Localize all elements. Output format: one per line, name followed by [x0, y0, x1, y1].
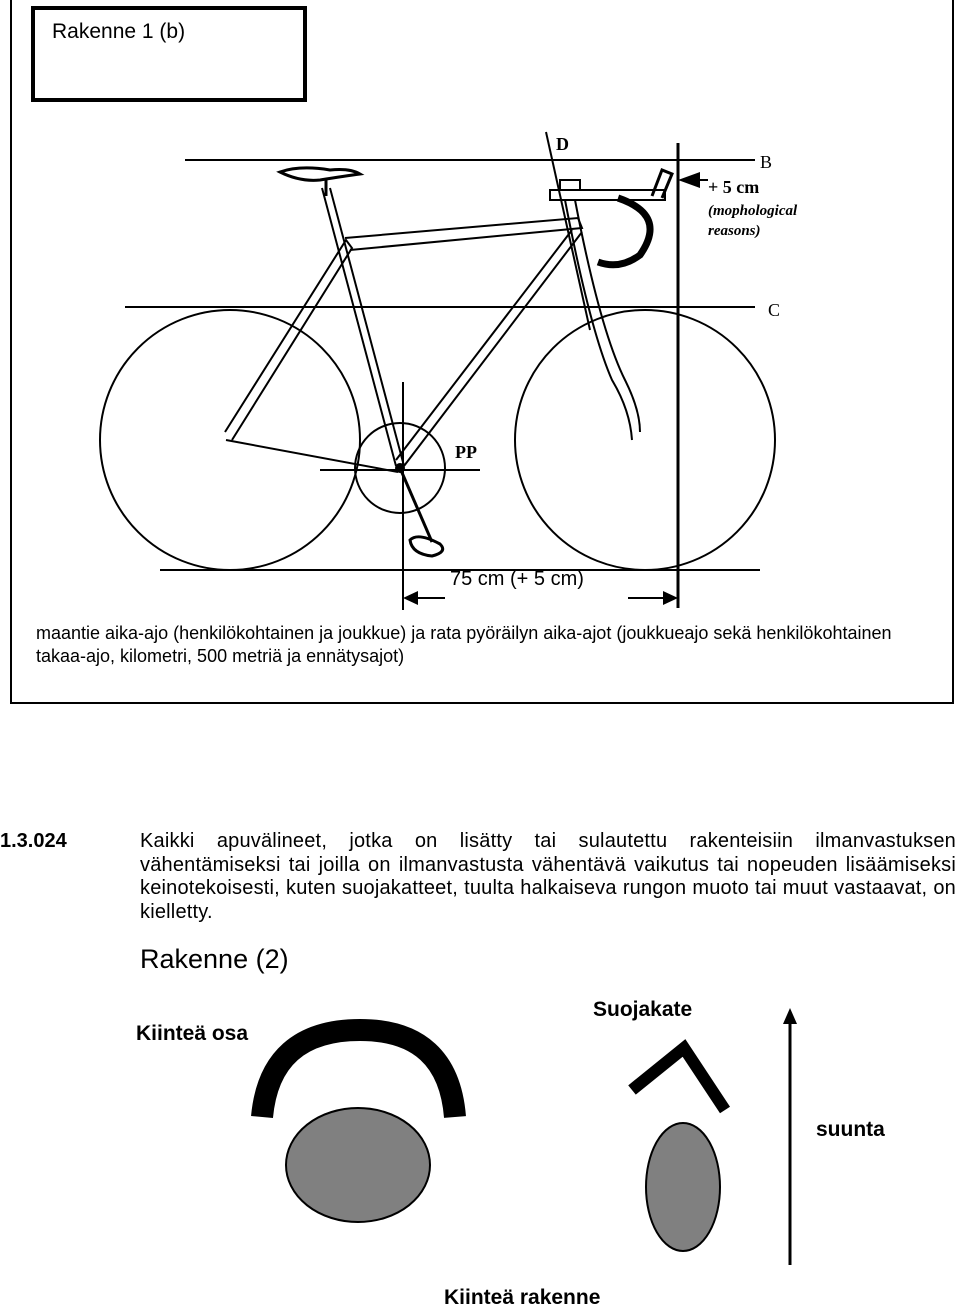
rule-number: 1.3.024	[0, 830, 67, 852]
pedal	[410, 537, 443, 556]
direction-arrow-head	[783, 1008, 797, 1024]
label-morph-2: reasons)	[708, 223, 761, 239]
down-tube-inner	[396, 230, 572, 460]
chain-stay	[226, 440, 398, 472]
saddle	[280, 168, 360, 180]
down-tube	[404, 232, 582, 466]
b-arrow-head	[678, 172, 700, 188]
fixed-part-body	[286, 1108, 430, 1222]
rule-text: Kaikki apuvälineet, jotka on lisätty tai sulautettu rakenteisiin ilmanvastuksen vähentämiseksi tai joilla on ilmanvastusta vähentävä vaikutus tai nopeuden lisäämiseksi keinotekoisesti, kuten suojakatteet, tuulta halkaiseva rungon muoto tai muut vastaavat, on kielletty.	[140, 830, 956, 923]
fixed-part-arch	[262, 1030, 455, 1117]
stem-clamp	[560, 180, 580, 190]
label-d: D	[556, 134, 569, 154]
seat-tube	[330, 188, 404, 466]
aero-extension	[652, 170, 672, 198]
measurement-label: 75 cm (+ 5 cm)	[450, 568, 584, 590]
label-fairing: Suojakate	[593, 998, 693, 1021]
label-direction: suunta	[816, 1118, 885, 1141]
handlebar-drop	[598, 198, 650, 265]
label-b: B	[760, 152, 773, 172]
fairing-chevron	[632, 1048, 725, 1110]
label-morph-1: (mophological	[708, 203, 798, 219]
fork-back	[565, 200, 632, 440]
figure2-title: Rakenne (2)	[140, 944, 289, 974]
structure-diagram	[0, 960, 960, 1306]
top-tube	[345, 218, 582, 250]
front-wheel	[515, 310, 775, 570]
aero-bar	[550, 190, 665, 200]
label-fixed-part: Kiinteä osa	[136, 1022, 249, 1045]
figure-title: Rakenne 1 (b)	[52, 20, 186, 43]
fairing-body	[646, 1123, 720, 1251]
bottom-bracket	[395, 463, 405, 473]
label-plus-5cm: + 5 cm	[708, 177, 760, 197]
figure-caption: maantie aika-ajo (henkilökohtainen ja joukkue) ja rata pyöräilyn aika-ajot (joukkueajo sekä henkilökohtainen takaa-ajo, kilometri, 500 metriä ja ennätysajot)	[36, 623, 892, 666]
label-fixed-structure: Kiinteä rakenne	[444, 1286, 601, 1309]
label-pp: PP	[455, 442, 477, 462]
dimension-right-arrow	[663, 591, 678, 605]
dimension-left-arrow	[403, 591, 418, 605]
seat-stay	[225, 240, 352, 440]
label-c: C	[768, 300, 781, 320]
